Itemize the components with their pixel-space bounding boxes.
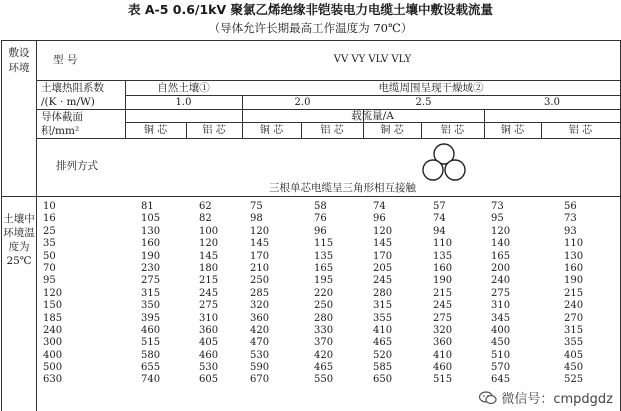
table-cell: 120 (491, 225, 511, 237)
table-cell: 245 (199, 287, 219, 299)
aluminum-label-4: 铝 芯 (568, 125, 593, 136)
res-value-2: 2.0 (294, 97, 311, 108)
table-cell: 395 (141, 312, 161, 324)
table-cell: 96 (314, 225, 327, 237)
table-cell: 165 (491, 250, 511, 262)
table-cell: 465 (314, 362, 334, 374)
column-copper-2 (250, 201, 269, 387)
table-cell: 105 (141, 213, 161, 225)
table-cell: 515 (433, 374, 453, 386)
table-cell: 120 (250, 225, 270, 237)
table-cell: 240 (491, 275, 511, 287)
wechat-icon (479, 391, 497, 405)
table-cell: 76 (314, 213, 327, 225)
table-cell: 10 (43, 201, 56, 212)
section-label-line1: 导体截面 (41, 111, 83, 123)
table-cell: 530 (250, 349, 270, 361)
table-cell: 285 (250, 287, 270, 299)
table-cell: 115 (314, 238, 334, 250)
table-cell: 190 (564, 275, 584, 287)
table-cell: 130 (564, 250, 584, 262)
table-cell: 57 (433, 201, 446, 212)
table-cell: 93 (564, 225, 577, 237)
table-cell: 120 (199, 238, 219, 250)
table-cell: 405 (199, 337, 219, 349)
table-cell: 120 (373, 225, 393, 237)
table-cell: 160 (564, 262, 584, 274)
table-cell: 300 (43, 337, 63, 349)
column-aluminum-2 (314, 201, 333, 387)
table-cell: 360 (250, 312, 270, 324)
table-cell: 94 (433, 225, 446, 237)
env-header-line1: 敷设 (8, 47, 30, 59)
env-header-line2: 环境 (8, 62, 30, 74)
table-cell: 35 (43, 238, 56, 250)
table-cell: 98 (250, 213, 263, 225)
table-cell: 280 (314, 312, 334, 324)
table-cell: 580 (141, 349, 161, 361)
table-cell: 150 (43, 300, 63, 312)
copper-label-4: 铜 芯 (500, 125, 525, 136)
table-cell: 450 (564, 362, 584, 374)
res-value-4: 3.0 (544, 97, 560, 108)
table-cell: 330 (314, 324, 334, 336)
table-cell: 400 (43, 349, 63, 361)
table-cell: 70 (43, 262, 56, 274)
aluminum-label-3: 铝 芯 (440, 125, 465, 136)
table-cell: 215 (433, 287, 453, 299)
table-cell: 215 (199, 275, 219, 287)
column-aluminum-3 (433, 201, 452, 387)
table-cell: 81 (141, 201, 154, 212)
env-desc-line: 度为 (8, 241, 30, 253)
table-cell: 450 (491, 337, 511, 349)
table-cell: 95 (43, 275, 56, 287)
table-cell: 630 (43, 374, 63, 386)
table-cell: 145 (250, 238, 270, 250)
table-cell: 410 (433, 349, 453, 361)
table-cell: 50 (43, 250, 56, 262)
table-cell: 170 (373, 250, 393, 262)
table-cell: 16 (43, 213, 56, 225)
table-cell: 405 (564, 349, 584, 361)
table-cell: 240 (43, 324, 63, 336)
table-cell: 530 (199, 362, 219, 374)
arrangement-caption: 三根单芯电缆呈三角形相互接触 (269, 182, 416, 194)
table-cell: 650 (373, 374, 393, 386)
table-cell: 410 (373, 324, 393, 336)
env-desc-line: 25℃ (6, 255, 32, 267)
copper-label-3: 铜 芯 (380, 125, 404, 136)
table-cell: 120 (43, 287, 63, 299)
rule-ampacity (125, 122, 620, 123)
table-cell: 370 (314, 337, 334, 349)
ampacity-table (1, 40, 621, 411)
table-cell: 400 (491, 324, 511, 336)
rule-model (36, 80, 620, 81)
table-cell: 100 (199, 225, 219, 237)
table-cell: 210 (250, 262, 270, 274)
table-cell: 160 (433, 262, 453, 274)
table-cell: 82 (199, 213, 212, 225)
copper-label-1: 铜 芯 (143, 125, 168, 136)
table-cell: 75 (250, 201, 263, 212)
table-cell: 250 (250, 275, 270, 287)
table-cell: 135 (314, 250, 334, 262)
column-copper-3 (373, 201, 392, 387)
env-desc-line: 土壤中 (3, 213, 35, 225)
table-cell: 320 (433, 324, 453, 336)
table-cell: 145 (199, 250, 219, 262)
table-cell: 110 (433, 238, 453, 250)
table-cell: 270 (564, 312, 584, 324)
table-cell: 465 (373, 337, 393, 349)
watermark (477, 388, 615, 407)
aluminum-label-2: 铝 芯 (320, 125, 344, 136)
table-cell: 215 (564, 287, 584, 299)
table-cell: 605 (199, 374, 219, 386)
table-cell: 62 (199, 201, 212, 212)
table-cell: 58 (314, 201, 327, 212)
table-cell: 275 (491, 287, 511, 299)
table-cell: 205 (373, 262, 393, 274)
table-cell: 315 (373, 300, 393, 312)
table-cell: 25 (43, 225, 56, 237)
table-cell: 130 (141, 225, 161, 237)
table-cell: 73 (564, 213, 577, 225)
table-cell: 420 (250, 324, 270, 336)
soil-res-label: 土壤热阻系数 (41, 82, 104, 94)
table-cell: 310 (491, 300, 511, 312)
table-cell: 355 (564, 337, 584, 349)
soil-natural-label: 自然土壤① (157, 82, 210, 94)
table-cell: 190 (141, 250, 161, 262)
table-cell: 345 (491, 312, 511, 324)
arrangement-label: 排列方式 (56, 160, 98, 172)
table-cell: 670 (250, 374, 270, 386)
table-cell: 355 (373, 312, 393, 324)
section-label-line2: 积/mm² (41, 125, 80, 137)
rule-arrangement (1, 196, 620, 197)
table-cell: 585 (373, 362, 393, 374)
table-cell: 190 (433, 275, 453, 287)
table-cell: 275 (141, 275, 161, 287)
aluminum-label-1: 铝 芯 (202, 125, 226, 136)
table-cell: 220 (314, 287, 334, 299)
model-values: VV VY VLV VLY (333, 54, 412, 65)
table-cell: 470 (250, 337, 270, 349)
table-cell: 275 (199, 300, 219, 312)
table-cell: 140 (491, 238, 511, 250)
table-cell: 245 (373, 275, 393, 287)
res-value-1: 1.0 (175, 97, 192, 108)
column-copper-4 (491, 201, 510, 387)
table-cell: 230 (141, 262, 161, 274)
triangle-cable-icon (420, 143, 468, 181)
table-cell: 180 (199, 262, 219, 274)
table-cell: 460 (199, 349, 219, 361)
table-cell: 645 (491, 374, 511, 386)
table-cell: 360 (433, 337, 453, 349)
table-cell: 420 (314, 349, 334, 361)
table-cell: 185 (43, 312, 63, 324)
table-cell: 73 (491, 201, 504, 212)
table-cell: 96 (373, 213, 386, 225)
rule-soil-type (125, 95, 620, 96)
table-cell: 74 (433, 213, 446, 225)
env-desc-line: 环境温 (3, 227, 35, 239)
table-cell: 250 (314, 300, 334, 312)
table-cell: 360 (199, 324, 219, 336)
table-cell: 160 (141, 238, 161, 250)
ampacity-label: 载流量/A (351, 110, 394, 122)
table-cell: 320 (250, 300, 270, 312)
table-cell: 145 (373, 238, 393, 250)
table-cell: 195 (314, 275, 334, 287)
table-cell: 590 (250, 362, 270, 374)
table-subtitle: （导体允许长期最高工作温度为 70℃） (208, 21, 413, 35)
column-aluminum-4 (564, 201, 583, 387)
soil-res-unit: /(K · m/W) (41, 96, 95, 108)
rule-env (36, 40, 37, 411)
table-cell: 280 (373, 287, 393, 299)
table-cell: 515 (141, 337, 161, 349)
table-cell: 500 (43, 362, 63, 374)
table-cell: 460 (141, 324, 161, 336)
table-cell: 165 (314, 262, 334, 274)
table-cell: 135 (433, 250, 453, 262)
copper-label-2: 铜 芯 (259, 125, 284, 136)
table-cell: 460 (433, 362, 453, 374)
column-section (43, 201, 62, 387)
table-cell: 520 (373, 349, 393, 361)
rule-section (36, 138, 620, 139)
column-copper-1 (141, 201, 160, 387)
table-cell: 740 (141, 374, 161, 386)
table-cell: 655 (141, 362, 161, 374)
soil-backfill-label: 电缆周围呈现干燥域② (378, 82, 484, 94)
table-cell: 350 (141, 300, 161, 312)
table-cell: 525 (564, 374, 584, 386)
table-cell: 95 (491, 213, 504, 225)
res-value-3: 2.5 (415, 97, 432, 108)
table-cell: 275 (433, 312, 453, 324)
table-cell: 74 (373, 201, 386, 212)
table-cell: 315 (564, 324, 584, 336)
env-description (2, 212, 36, 268)
table-cell: 550 (314, 374, 334, 386)
watermark-text: 微信号：cmpdgdz (501, 392, 613, 407)
table-cell: 315 (141, 287, 161, 299)
table-cell: 110 (564, 238, 584, 250)
model-label: 型 号 (53, 54, 78, 66)
table-cell: 240 (564, 300, 584, 312)
table-cell: 510 (491, 349, 511, 361)
column-aluminum-1 (199, 201, 218, 387)
table-cell: 570 (491, 362, 511, 374)
table-cell: 56 (564, 201, 577, 212)
table-cell: 170 (250, 250, 270, 262)
table-title: 表 A-5 0.6/1kV 聚氯乙烯绝缘非铠装电力电缆土壤中敷设载流量 (127, 2, 493, 17)
table-cell: 200 (491, 262, 511, 274)
table-cell: 310 (199, 312, 219, 324)
rule-top (1, 40, 620, 41)
table-cell: 245 (433, 300, 453, 312)
